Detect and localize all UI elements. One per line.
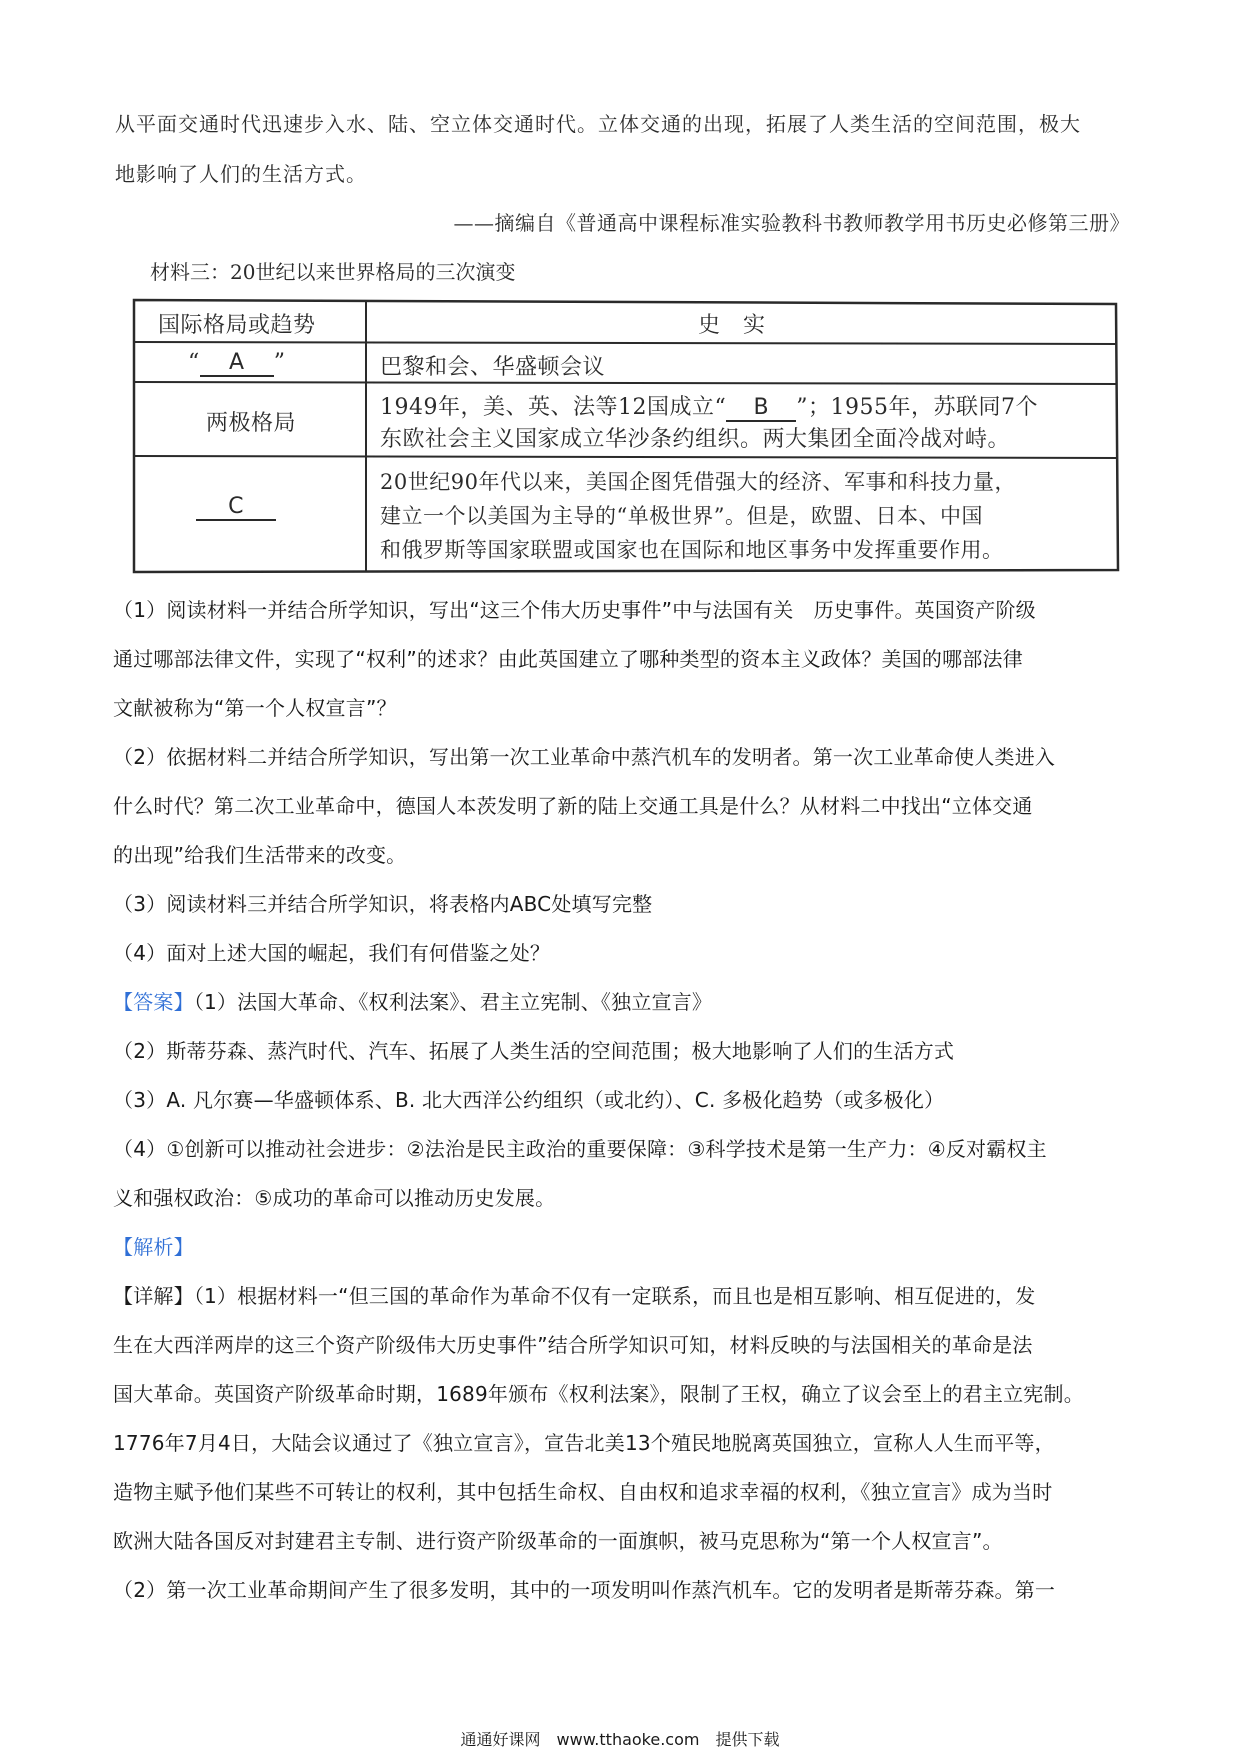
answer-2: （2）斯蒂芬森、蒸汽时代、汽车、拓展了人类生活的空间范围；极大地影响了人们的生活方式 — [113, 1039, 955, 1063]
analysis-heading — [113, 1231, 1128, 1260]
answer-1: 【答案】（1）法国大革命、《权利法案》、君主立宪制、《独立宣言》 — [113, 990, 713, 1014]
question-1-line-1: （1）阅读材料一并结合所学知识，写出“这三个伟大历史事件”中与法国有关 历史事件。英国资产阶级 — [113, 598, 1036, 622]
row1-pattern: “ A ” — [188, 350, 286, 375]
question-3: （3）阅读材料三并结合所学知识，将表格内ABC处填写完整 — [113, 892, 653, 916]
material2-line-1: 从平面交通时代迅速步入水、陆、空立体交通时代。立体交通的出现，拓展了人类生活的空间范围，极大 — [115, 112, 1081, 136]
blank-b: B — [726, 395, 796, 422]
row2-fact-line1: 1949年，美、英、法等12国成立“ B ”；1955年，苏联同7个 — [380, 395, 1038, 420]
row3-fact-line1: 20世纪90年代以来，美国企图凭借强大的经济、军事和科技力量， — [380, 470, 1016, 494]
row2-pattern: 两极格局 — [206, 411, 297, 436]
row3-fact-line2: 建立一个以美国为主导的“单极世界”。但是，欧盟、日本、中国 — [380, 504, 983, 528]
question-2-line-1: （2）依据材料二并结合所学知识，写出第一次工业革命中蒸汽机车的发明者。第一次工业革命使人类进入 — [113, 745, 1056, 769]
question-4: （4）面对上述大国的崛起，我们有何借鉴之处？ — [113, 941, 551, 965]
detail-line-1: 【详解】（1）根据材料一“但三国的革命作为革命不仅有一定联系，而且也是相互影响、相互促进的，发 — [113, 1284, 1036, 1308]
row1-fact: 巴黎和会、华盛顿会议 — [380, 355, 606, 380]
detail-line-4: 1776年7月4日，大陆会议通过了《独立宣言》，宣告北美13个殖民地脱离英国独立，宣称人人生而平等， — [113, 1431, 1055, 1455]
header-pattern: 国际格局或趋势 — [158, 313, 316, 338]
answer-4-line-1: （4）①创新可以推动社会进步：②法治是民主政治的重要保障：③科学技术是第一生产力：④反对霸权主 — [113, 1137, 1047, 1161]
question-1-line-3: 文献被称为“第一个人权宣言”？ — [113, 696, 397, 720]
blank-c: C — [196, 494, 276, 521]
detail-line-5: 造物主赋予他们某些不可转让的权利，其中包括生命权、自由权和追求幸福的权利，《独立宣言》成为当时 — [113, 1480, 1053, 1504]
question-2-line-2: 什么时代？第二次工业革命中，德国人本茨发明了新的陆上交通工具是什么？从材料二中找出“立体交通 — [113, 794, 1033, 818]
question-2-line-3: 的出现”给我们生活带来的改变。 — [113, 843, 407, 867]
header-facts: 史 实 — [698, 313, 766, 338]
row2-fact-line2: 东欧社会主义国家成立华沙条约组织。两大集团全面冷战对峙。 — [380, 427, 1011, 452]
detail-line-2: 生在大西洋两岸的这三个资产阶级伟大历史事件”结合所学知识可知，材料反映的与法国相关的革命是法 — [113, 1333, 1033, 1357]
world-pattern-table — [132, 298, 1120, 574]
analysis-tag: 【解析】 — [113, 1235, 194, 1259]
material2-line-2: 地影响了人们的生活方式。 — [115, 162, 367, 186]
row3-fact-line3: 和俄罗斯等国家联盟或国家也在国际和地区事务中发挥重要作用。 — [380, 538, 1004, 562]
detail-line-7: （2）第一次工业革命期间产生了很多发明，其中的一项发明叫作蒸汽机车。它的发明者是斯蒂芬森。第一 — [113, 1578, 1056, 1602]
page-footer: 通通好课网 www.tthaoke.com 提供下载 — [460, 1730, 780, 1749]
blank-a: A — [200, 350, 274, 377]
question-1-line-2: 通过哪部法律文件，实现了“权利”的述求？由此英国建立了哪种类型的资本主义政体？美国的哪部法律 — [113, 647, 1023, 671]
answer-4-line-2: 义和强权政治：⑤成功的革命可以推动历史发展。 — [113, 1186, 556, 1210]
detail-line-3: 国大革命。英国资产阶级革命时期，1689年颁布《权利法案》，限制了王权，确立了议会至上的君主立宪制。 — [113, 1382, 1084, 1406]
material2-source: ——摘编自《普通高中课程标准实验教科书教师教学用书历史必修第三册》 — [453, 211, 1130, 235]
detail-line-6: 欧洲大陆各国反对封建君主专制、进行资产阶级革命的一面旗帜，被马克思称为“第一个人权宣言”。 — [113, 1529, 1003, 1553]
material3-title: 材料三：20世纪以来世界格局的三次演变 — [150, 260, 516, 284]
row3-pattern — [196, 494, 276, 521]
answer-tag: 【答案】 — [113, 990, 194, 1014]
answer-3: （3）A. 凡尔赛—华盛顿体系、B. 北大西洋公约组织（或北约）、C. 多极化趋势（或多极化） — [113, 1088, 945, 1112]
detail-tag: 【详解】 — [113, 1284, 194, 1308]
